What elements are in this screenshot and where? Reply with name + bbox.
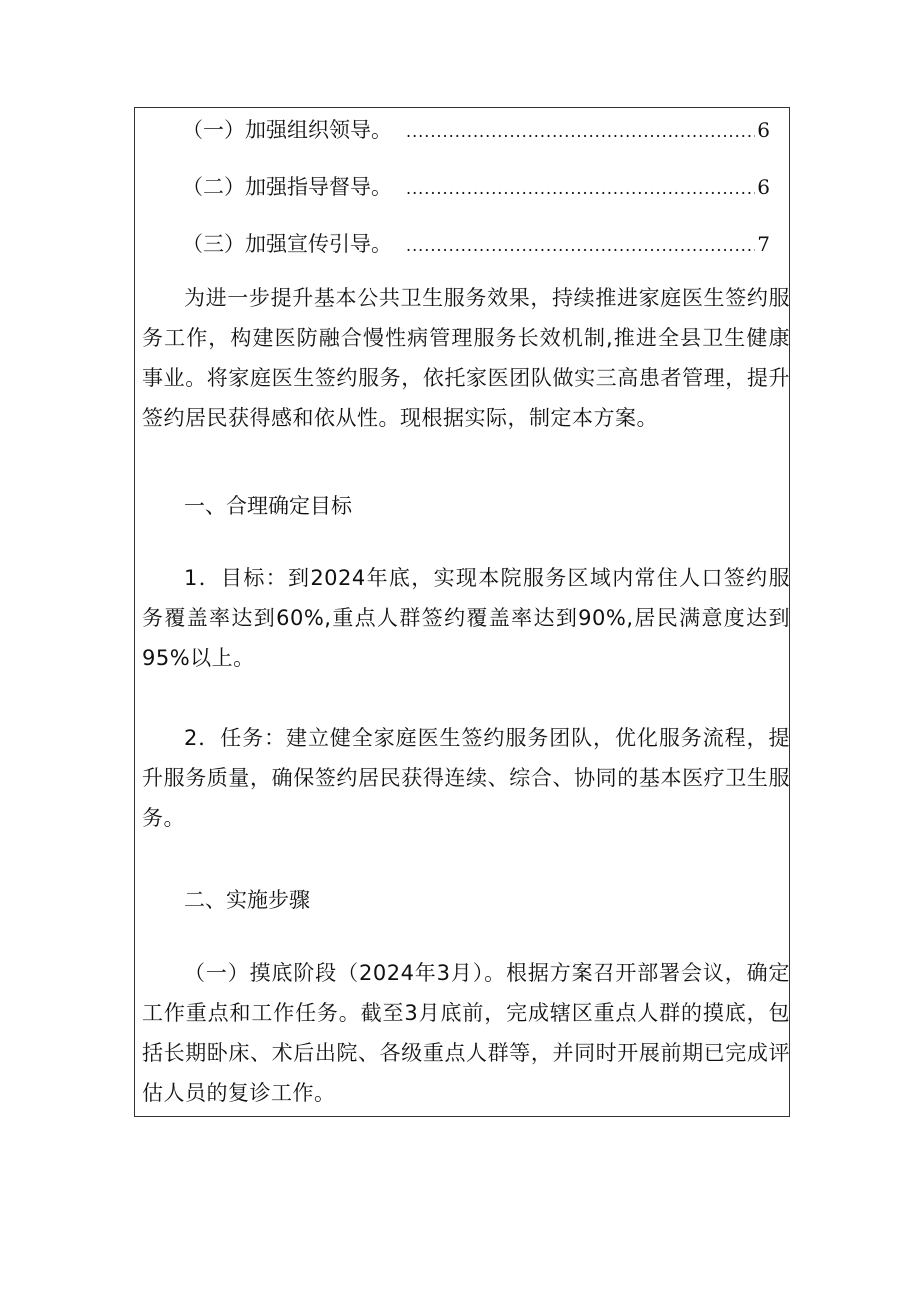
toc-entry-label: （一）加强组织领导。 xyxy=(182,118,392,142)
toc-leader-dots xyxy=(406,226,755,266)
step1-paragraph: （一）摸底阶段（2024年3月）。根据方案召开部署会议，确定工作重点和工作任务。截至3月底前，完成辖区重点人群的摸底，包括长期卧床、术后出院、各级重点人群等，并同时开展前期已完成评估人员的复诊工作。 xyxy=(142,961,790,1105)
section-heading-2: 二、实施步骤 xyxy=(184,888,310,912)
intro-paragraph: 为进一步提升基本公共卫生服务效果，持续推进家庭医生签约服务工作，构建医防融合慢性病管理服务长效机制,推进全县卫生健康事业。将家庭医生签约服务，依托家医团队做实三高患者管理，提升签约居民获得感和依从性。现根据实际，制定本方案。 xyxy=(142,286,790,430)
task-paragraph: 2．任务：建立健全家庭医生签约服务团队，优化服务流程，提升服务质量，确保签约居民获得连续、综合、协同的基本医疗卫生服务。 xyxy=(142,726,790,830)
section-heading-1: 一、合理确定目标 xyxy=(184,494,352,518)
toc-entry-2[interactable] xyxy=(142,167,770,209)
toc-leader-dots xyxy=(406,112,755,152)
goal-paragraph: 1．目标：到2024年底，实现本院服务区域内常住人口签约服务覆盖率达到60%,重点人群签约覆盖率达到90%,居民满意度达到95%以上。 xyxy=(142,566,790,670)
toc-entry-3[interactable] xyxy=(142,224,770,266)
toc-page-number: 6 xyxy=(757,175,770,199)
toc-page-number: 6 xyxy=(757,118,770,142)
toc-leader-dots xyxy=(406,169,755,209)
toc-entry-1[interactable] xyxy=(142,110,770,152)
toc-page-number: 7 xyxy=(757,232,770,256)
toc-entry-label: （二）加强指导督导。 xyxy=(182,175,392,199)
toc-entry-label: （三）加强宣传引导。 xyxy=(182,232,392,256)
